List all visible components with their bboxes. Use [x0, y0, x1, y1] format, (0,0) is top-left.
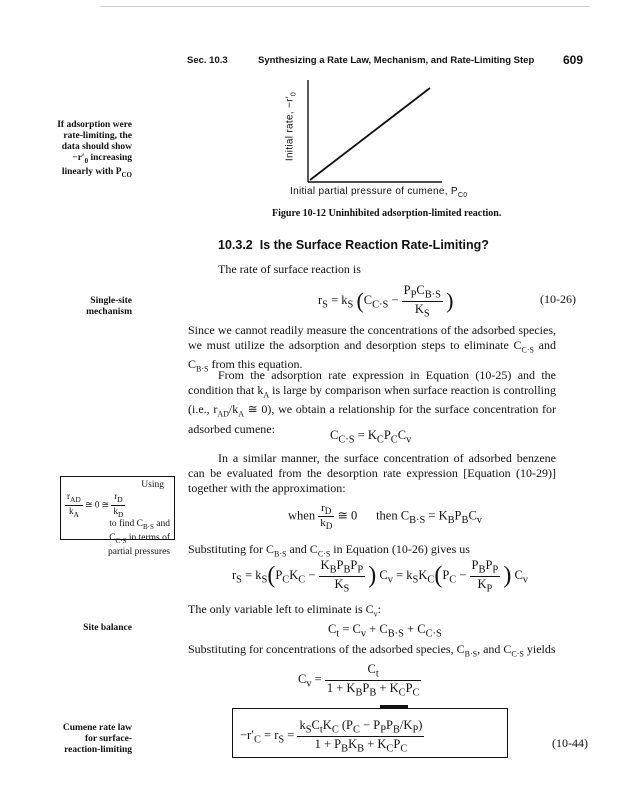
figure-xlabel: Initial partial pressure of cumene, $P_{C0}$ — [290, 186, 468, 199]
margin-note-site-balance: Site balance — [83, 623, 132, 633]
paragraph-1: Since we cannot readily measure the concentrations of the adsorbed species, we must utilize the adsorption and desorption steps to eliminate $C_{C\cdot S}$ and $C_{B\cdot S}$ from this equation. — [188, 323, 556, 374]
section-heading — [218, 238, 489, 252]
page-number: 609 — [563, 53, 584, 67]
paragraph-2: From the adsorption rate expression in Equation (10-25) and the condition that $k_A$ is large by comparison when surface reaction is controlling (i.e., $r_{AD}/k_A$ ≅ 0), we obtain a relationship for the surface concentration for adsorbed cumene: — [188, 368, 556, 436]
equation-when-then: when $\frac{r_D}{k_D}$ ≅ 0 then $C_{B\cdot S} = K_BP_BC_v$ — [288, 502, 482, 532]
box-note-lines — [60, 519, 170, 558]
equation-10-44: $-r'_C = r_S$ = $\frac{k_SC_tK_C (P_C - P_PP_B/K_P)}{1 + P_BK_B + K_CP_C}$ — [240, 718, 423, 754]
then-word: then — [376, 508, 398, 523]
equation-10-26: $r_S = k_S$ ($C_{C\cdot S}$ − $\frac{P_PC_{B\cdot S}}{K_S}$ ) — [318, 283, 454, 319]
top-rule — [100, 6, 590, 7]
paragraph-6: Substituting for concentrations of the adsorbed species, $C_{B\cdot S}$, and $C_{C\cdot S}$ yields — [188, 642, 556, 659]
header-section-ref: Sec. 10.3 — [187, 55, 228, 66]
note-line: mechanism — [86, 307, 132, 317]
intro-text: The rate of surface reaction is — [218, 262, 361, 276]
box-approx: $\frac{r_{AD}}{k_A}$ ≅ 0 ≅ $\frac{r_D}{k_D}$ — [67, 491, 124, 519]
note-line: rate-limiting, the — [63, 131, 132, 141]
figure-10-12 — [270, 70, 460, 200]
box-using: Using — [141, 480, 164, 490]
note-line: for surface- — [84, 734, 132, 744]
note-line: partial pressures — [108, 546, 170, 557]
section-number: 10.3.2 — [218, 238, 253, 252]
when-word: when — [288, 508, 316, 523]
eq-label-10-26: (10-26) — [540, 292, 576, 306]
margin-note-single-site — [40, 296, 132, 318]
equation-cv: $C_v$ = $\frac{C_t}{1 + K_BP_B + K_CP_C}$ — [298, 662, 420, 698]
note-line: If adsorption were — [57, 120, 132, 130]
note-line: to find $C_{B\cdot S}$ and — [109, 519, 170, 531]
eq-label-10-44: (10-44) — [552, 736, 588, 750]
note-line: reaction-limiting — [64, 745, 132, 755]
header-title: Synthesizing a Rate Law, Mechanism, and Rate-Limiting Step — [258, 55, 535, 66]
equation-rs-substituted: $r_S = k_S(P_CK_C$ − $\frac{K_BP_BP_P}{K_S}$ ) $C_v = k_SK_C(P_C$ − $\frac{P_BP_P}{K_P}$ ) $C_v$ — [232, 558, 528, 594]
note-line: Single-site — [90, 296, 132, 306]
margin-note-adsorption — [40, 120, 132, 181]
paragraph-3: In a similar manner, the surface concentration of adsorbed benzene can be evaluated from the desorption rate expression [Equation (10-29)] together with the approximation: — [188, 451, 556, 495]
equation-ccs: $C_{C\cdot S} = K_CP_CC_v$ — [330, 428, 412, 446]
paragraph-5: The only variable left to eliminate is $C_v$: — [188, 602, 381, 619]
note-line: Cumene rate law — [62, 723, 132, 733]
note-line: $-r'_0$ increasing — [72, 153, 132, 165]
box-tab-mark — [380, 705, 408, 708]
note-line: linearly with $P_{CO}$ — [61, 166, 132, 179]
figure-plot — [270, 70, 460, 200]
series-line — [310, 88, 430, 180]
equation-site-balance: $C_t = C_v + C_{B\cdot S} + C_{C\cdot S}$ — [328, 622, 442, 640]
note-line: data should show — [61, 142, 132, 152]
paragraph-4: Substituting for $C_{B\cdot S}$ and $C_{C\cdot S}$ in Equation (10-26) gives us — [188, 542, 470, 559]
margin-note-cumene-rate — [40, 723, 132, 756]
figure-ylabel: Initial rate, $-r'_0$ — [284, 91, 298, 162]
figure-caption: Figure 10-12 Uninhibited adsorption-limited reaction. — [272, 208, 502, 219]
section-title: Is the Surface Reaction Rate-Limiting? — [259, 238, 489, 252]
note-line: $C_{C\cdot S}$ in terms of — [109, 532, 170, 545]
